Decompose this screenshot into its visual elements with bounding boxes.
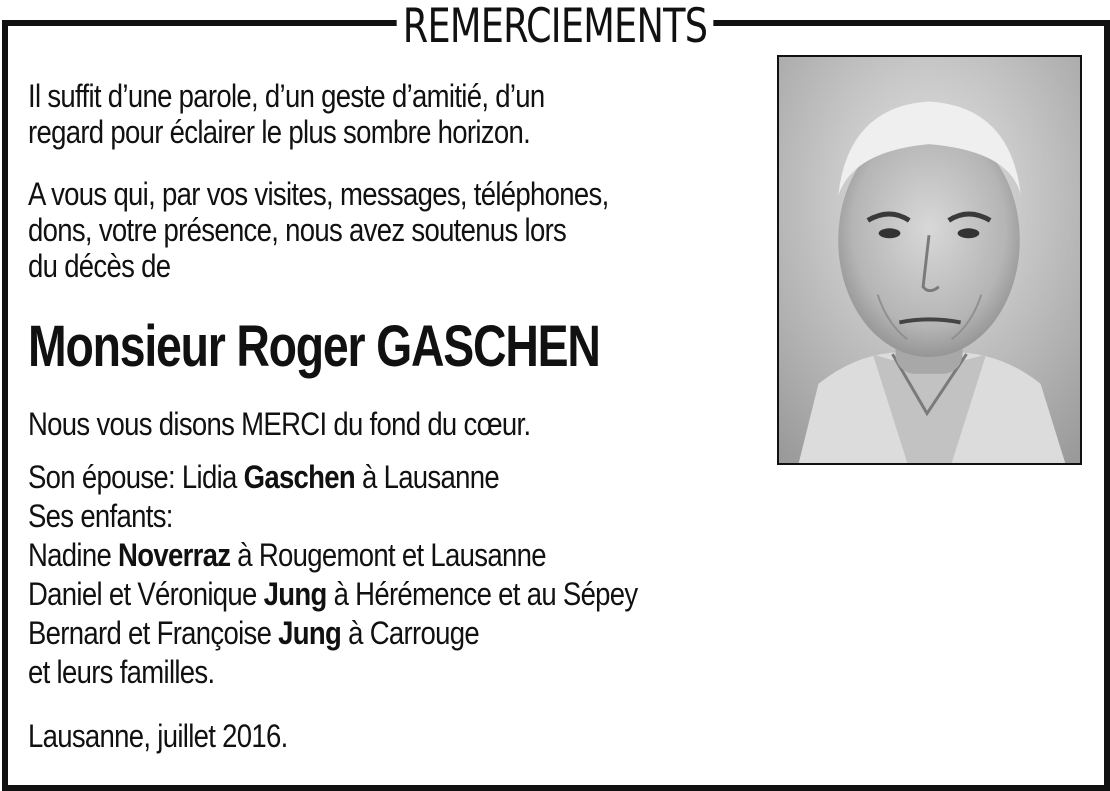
- surname: Jung: [263, 576, 327, 612]
- surname: Jung: [278, 615, 342, 651]
- merci-line: Nous vous disons MERCI du fond du cœur.: [28, 406, 531, 442]
- intro-line: regard pour éclairer le plus sombre horizon.: [28, 114, 531, 150]
- portrait-icon: [779, 57, 1080, 463]
- child-line: Daniel et Véronique Jung à Hérémence et au Sépey: [28, 576, 638, 612]
- thanks-paragraph: [28, 176, 746, 284]
- deceased-name: Monsieur Roger GASCHEN: [28, 314, 600, 379]
- family-list: [28, 459, 637, 693]
- child-line: Nadine Noverraz à Rougemont et Lausanne: [28, 537, 546, 573]
- surname: Noverraz: [118, 537, 231, 573]
- spouse-line: Son épouse: Lidia Gaschen à Lausanne: [28, 459, 499, 495]
- portrait-photo: [777, 55, 1082, 465]
- page-title: REMERCIEMENTS: [397, 0, 714, 50]
- intro-paragraph: [28, 78, 746, 150]
- thanks-line: du décès de: [28, 248, 171, 284]
- family-closing-line: et leurs familles.: [28, 654, 215, 690]
- thanks-line: A vous qui, par vos visites, messages, téléphones,: [28, 176, 609, 212]
- thanks-line: dons, votre présence, nous avez soutenus lors: [28, 212, 567, 248]
- surname: Gaschen: [243, 459, 356, 495]
- place-date: Lausanne, juillet 2016.: [28, 718, 288, 754]
- child-line: Bernard et Françoise Jung à Carrouge: [28, 615, 479, 651]
- children-heading: Ses enfants:: [28, 498, 173, 534]
- intro-line: Il suffit d’une parole, d’un geste d’amitié, d’un: [28, 78, 545, 114]
